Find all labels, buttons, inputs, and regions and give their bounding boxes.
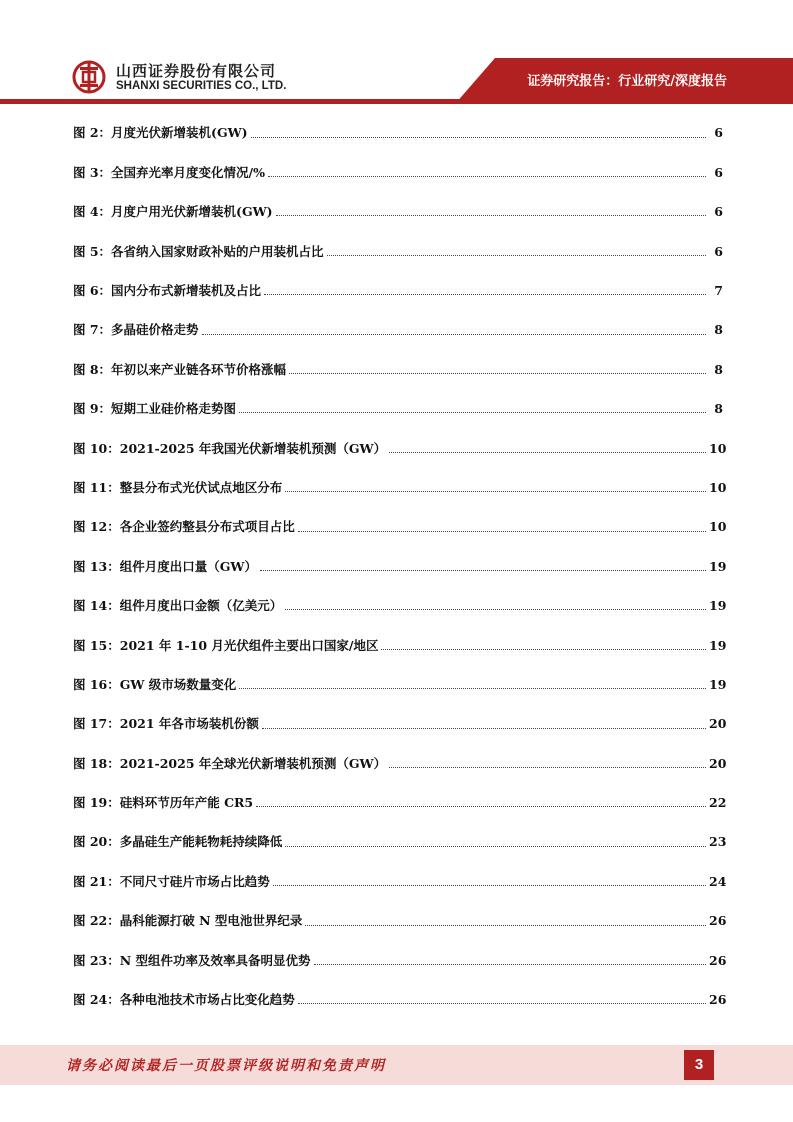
toc-entry-label[interactable]: 图 21：不同尺寸硅片市场占比趋势 <box>73 873 270 889</box>
toc-entry-label[interactable]: 图 14：组件月度出口金额（亿美元） <box>73 598 283 614</box>
toc-entry[interactable] <box>73 547 727 586</box>
toc-entry[interactable] <box>73 311 723 350</box>
toc-entry-page: 6 <box>714 164 723 180</box>
toc-entry-page: 10 <box>709 479 727 495</box>
toc-entry[interactable] <box>73 705 727 744</box>
toc-leader-dots <box>298 530 706 532</box>
toc-entry-label[interactable]: 图 23：N 型组件功率及效率具备明显优势 <box>73 952 311 968</box>
toc-entry-label[interactable]: 图 8：年初以来产业链各环节价格涨幅 <box>73 361 287 377</box>
toc-leader-dots <box>239 411 706 413</box>
toc-entry[interactable] <box>73 941 727 980</box>
toc-leader-dots <box>276 214 706 216</box>
toc-entry[interactable] <box>73 862 727 901</box>
toc-entry-page: 19 <box>709 637 727 653</box>
toc-leader-dots <box>260 569 706 571</box>
toc-entry-page: 10 <box>709 519 727 535</box>
toc-entry[interactable] <box>73 784 727 823</box>
toc-leader-dots <box>262 727 706 729</box>
figure-list <box>73 114 727 1020</box>
toc-entry-page: 26 <box>709 992 727 1008</box>
toc-entry-label[interactable]: 图 7：多晶硅价格走势 <box>73 322 199 338</box>
toc-entry[interactable] <box>73 744 727 783</box>
toc-leader-dots <box>285 608 706 610</box>
toc-entry[interactable] <box>73 350 723 389</box>
toc-entry-page: 20 <box>709 755 727 771</box>
toc-entry-label[interactable]: 图 3：全国弃光率月度变化情况/% <box>73 164 265 180</box>
toc-entry[interactable] <box>73 232 723 271</box>
toc-leader-dots <box>327 254 706 256</box>
toc-entry-page: 8 <box>714 361 723 377</box>
toc-entry[interactable] <box>73 665 727 704</box>
toc-entry-label[interactable]: 图 2：月度光伏新增装机(GW) <box>73 125 248 141</box>
toc-leader-dots <box>256 805 706 807</box>
toc-entry[interactable] <box>73 153 723 192</box>
toc-entry-page: 26 <box>709 913 727 929</box>
page-footer <box>0 1045 793 1085</box>
toc-leader-dots <box>264 293 706 295</box>
toc-entry-page: 19 <box>709 558 727 574</box>
toc-entry[interactable] <box>73 902 727 941</box>
toc-entry-page: 10 <box>709 440 727 456</box>
toc-entry-page: 19 <box>709 598 727 614</box>
toc-entry-page: 19 <box>709 676 727 692</box>
report-type-label: 证券研究报告：行业研究/深度报告 <box>527 74 727 89</box>
toc-leader-dots <box>389 451 706 453</box>
toc-entry-page: 7 <box>714 283 723 298</box>
toc-entry-label[interactable]: 图 4：月度户用光伏新增装机(GW) <box>73 204 273 220</box>
toc-entry-label[interactable]: 图 13：组件月度出口量（GW） <box>73 558 257 574</box>
toc-entry-label[interactable]: 图 24：各种电池技术市场占比变化趋势 <box>73 992 295 1008</box>
toc-leader-dots <box>273 884 706 886</box>
toc-entry[interactable] <box>73 429 727 468</box>
toc-entry-page: 20 <box>709 716 727 732</box>
page-number: 3 <box>684 1050 714 1080</box>
toc-entry-label[interactable]: 图 18：2021-2025 年全球光伏新增装机预测（GW） <box>73 755 387 771</box>
toc-leader-dots <box>285 490 706 492</box>
toc-entry-page: 6 <box>714 204 723 220</box>
toc-leader-dots <box>202 333 706 335</box>
toc-entry[interactable] <box>73 193 723 232</box>
toc-entry-label[interactable]: 图 5：各省纳入国家财政补贴的户用装机占比 <box>73 243 324 259</box>
toc-leader-dots <box>239 687 706 689</box>
toc-leader-dots <box>305 924 706 926</box>
company-logo-icon <box>72 60 106 94</box>
toc-entry-label[interactable]: 图 17：2021 年各市场装机份额 <box>73 716 259 732</box>
toc-leader-dots <box>251 136 706 138</box>
toc-leader-dots <box>285 845 706 847</box>
toc-entry[interactable] <box>73 981 727 1020</box>
toc-entry-page: 23 <box>709 834 727 850</box>
page-header <box>0 0 793 104</box>
toc-entry-page: 8 <box>714 322 723 338</box>
toc-leader-dots <box>298 1002 706 1004</box>
toc-entry[interactable] <box>73 508 727 547</box>
toc-entry-page: 26 <box>709 952 727 968</box>
company-name-en: SHANXI SECURITIES CO., LTD. <box>116 80 287 92</box>
toc-leader-dots <box>268 175 706 177</box>
toc-entry[interactable] <box>73 626 727 665</box>
toc-entry[interactable] <box>73 390 723 429</box>
toc-entry-page: 6 <box>714 125 723 141</box>
toc-entry[interactable] <box>73 469 727 508</box>
toc-entry-label[interactable]: 图 6：国内分布式新增装机及占比 <box>73 283 262 298</box>
toc-entry-page: 6 <box>714 243 723 259</box>
toc-entry-label[interactable]: 图 20：多晶硅生产能耗物耗持续降低 <box>73 834 283 850</box>
toc-entry-label[interactable]: 图 9：短期工业硅价格走势图 <box>73 401 237 417</box>
toc-entry[interactable] <box>73 823 727 862</box>
toc-entry[interactable] <box>73 114 723 153</box>
toc-entry[interactable] <box>73 587 727 626</box>
toc-entry-label[interactable]: 图 15：2021 年 1-10 月光伏组件主要出口国家/地区 <box>73 637 379 653</box>
toc-leader-dots <box>389 766 706 768</box>
footer-disclaimer: 请务必阅读最后一页股票评级说明和免责声明 <box>66 1058 386 1074</box>
company-name-cn: 山西证券股份有限公司 <box>116 62 277 80</box>
toc-entry-label[interactable]: 图 11：整县分布式光伏试点地区分布 <box>73 479 283 495</box>
toc-leader-dots <box>314 963 706 965</box>
toc-entry-page: 8 <box>714 401 723 417</box>
toc-entry-label[interactable]: 图 12：各企业签约整县分布式项目占比 <box>73 519 295 535</box>
toc-entry-label[interactable]: 图 16：GW 级市场数量变化 <box>73 676 237 692</box>
toc-leader-dots <box>289 372 706 374</box>
toc-entry-label[interactable]: 图 10：2021-2025 年我国光伏新增装机预测（GW） <box>73 440 387 456</box>
toc-entry-label[interactable]: 图 19：硅料环节历年产能 CR5 <box>73 795 254 811</box>
toc-entry-page: 24 <box>709 873 727 889</box>
toc-entry-page: 22 <box>709 795 727 811</box>
toc-entry[interactable] <box>73 272 723 311</box>
toc-entry-label[interactable]: 图 22：晶科能源打破 N 型电池世界纪录 <box>73 913 303 929</box>
toc-leader-dots <box>381 648 706 650</box>
